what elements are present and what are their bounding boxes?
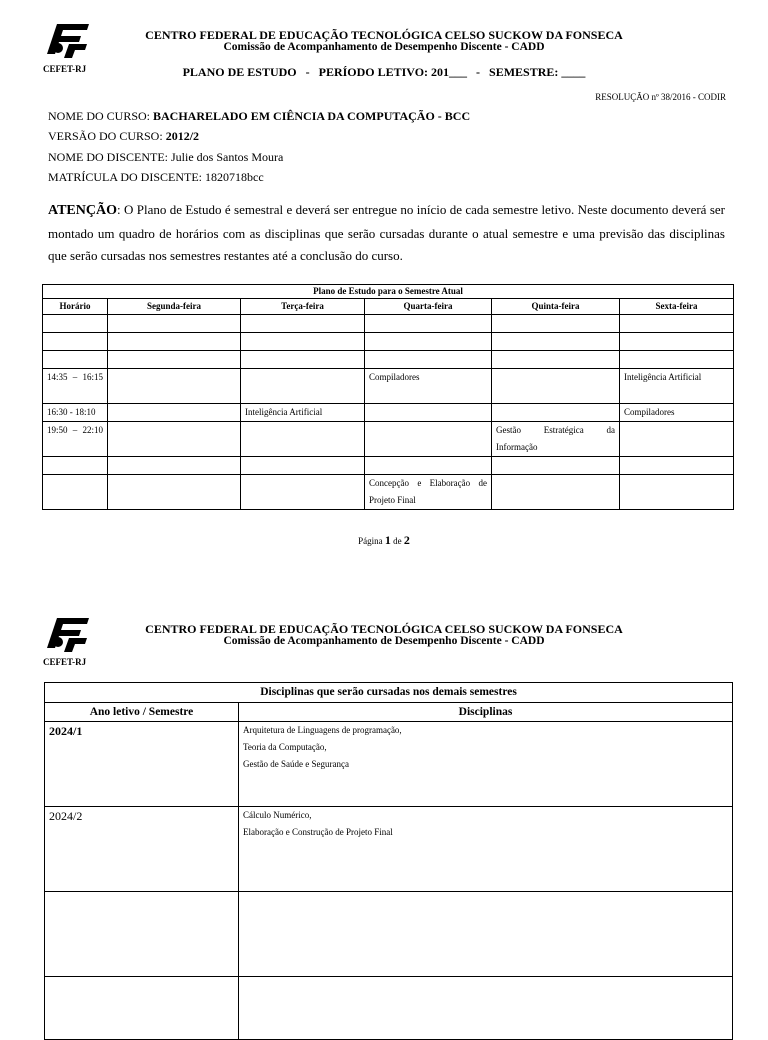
institution-title-page2: CENTRO FEDERAL DE EDUCAÇÃO TECNOLÓGICA CELSO SUCKOW DA FONSECA bbox=[145, 622, 623, 636]
future-disciplines bbox=[239, 977, 733, 1040]
schedule-cell-sexta bbox=[620, 351, 734, 369]
schedule-cell-sexta bbox=[620, 333, 734, 351]
discipline-item: Arquitetura de Linguagens de programação, bbox=[243, 725, 402, 735]
schedule-cell-segunda bbox=[108, 333, 241, 351]
header-horario: Horário bbox=[43, 299, 108, 315]
future-row bbox=[45, 722, 733, 807]
course-name bbox=[48, 109, 470, 124]
schedule-cell-quinta bbox=[492, 315, 620, 333]
schedule-cell-horario: 14:35 – 16:15 bbox=[43, 369, 108, 404]
course-value: BACHARELADO EM CIÊNCIA DA COMPUTAÇÃO - BCC bbox=[153, 109, 471, 123]
schedule-cell-horario: 16:30 - 18:10 bbox=[43, 404, 108, 422]
schedule-cell-terca: Inteligência Artificial bbox=[241, 404, 365, 422]
schedule-cell-sexta bbox=[620, 475, 734, 510]
header-quarta: Quarta-feira bbox=[365, 299, 492, 315]
schedule-cell-horario bbox=[43, 315, 108, 333]
schedule-cell-horario bbox=[43, 351, 108, 369]
schedule-cell-horario bbox=[43, 333, 108, 351]
enrollment-value: 1820718bcc bbox=[205, 170, 264, 184]
schedule-cell-sexta: Compiladores bbox=[620, 404, 734, 422]
schedule-cell-segunda bbox=[108, 404, 241, 422]
enrollment-label: MATRÍCULA DO DISCENTE: bbox=[48, 170, 206, 184]
schedule-cell-sexta bbox=[620, 422, 734, 457]
page-middle: de bbox=[390, 536, 404, 546]
schedule-cell-sexta bbox=[620, 315, 734, 333]
schedule-row bbox=[43, 315, 734, 333]
schedule-cell-quinta bbox=[492, 457, 620, 475]
future-period: 2024/2 bbox=[45, 807, 239, 892]
future-caption: Disciplinas que serão cursadas nos demais semestres bbox=[45, 683, 733, 703]
future-disciplines bbox=[239, 722, 733, 807]
schedule-cell-quarta bbox=[365, 333, 492, 351]
commission-title-page2: Comissão de Acompanhamento de Desempenho Discente - CADD bbox=[223, 635, 545, 647]
schedule-row bbox=[43, 404, 734, 422]
schedule-cell-quarta bbox=[365, 422, 492, 457]
discipline-item: Teoria da Computação, bbox=[243, 742, 327, 752]
schedule-cell-sexta bbox=[620, 457, 734, 475]
schedule-cell-quarta bbox=[365, 404, 492, 422]
schedule-cell-quarta bbox=[365, 351, 492, 369]
schedule-cell-horario bbox=[43, 457, 108, 475]
institution-title: CENTRO FEDERAL DE EDUCAÇÃO TECNOLÓGICA CELSO SUCKOW DA FONSECA bbox=[145, 28, 623, 42]
schedule-cell-terca bbox=[241, 475, 365, 510]
schedule-cell-terca bbox=[241, 369, 365, 404]
logo-label-page2: CEFET-RJ bbox=[43, 657, 87, 667]
commission-title: Comissão de Acompanhamento de Desempenho Discente - CADD bbox=[223, 41, 545, 53]
schedule-cell-quarta bbox=[365, 457, 492, 475]
schedule-cell-terca bbox=[241, 457, 365, 475]
header-terca: Terça-feira bbox=[241, 299, 365, 315]
schedule-cell-segunda bbox=[108, 351, 241, 369]
logo-label: CEFET-RJ bbox=[43, 64, 87, 74]
schedule-cell-horario bbox=[43, 475, 108, 510]
student-enrollment bbox=[48, 170, 264, 185]
schedule-cell-terca bbox=[241, 315, 365, 333]
course-version bbox=[48, 129, 199, 144]
schedule-cell-quinta bbox=[492, 369, 620, 404]
schedule-cell-quarta: Concepção e Elaboração de Projeto Final bbox=[365, 475, 492, 510]
header-segunda: Segunda-feira bbox=[108, 299, 241, 315]
schedule-cell-terca bbox=[241, 333, 365, 351]
schedule-cell-segunda bbox=[108, 369, 241, 404]
future-period: 2024/1 bbox=[45, 722, 239, 807]
future-disciplines bbox=[239, 892, 733, 977]
future-row bbox=[45, 807, 733, 892]
discipline-item: Gestão de Saúde e Segurança bbox=[243, 759, 349, 769]
schedule-cell-quarta: Compiladores bbox=[365, 369, 492, 404]
schedule-row bbox=[43, 457, 734, 475]
schedule-cell-quinta bbox=[492, 404, 620, 422]
notice-text: : O Plano de Estudo é semestral e deverá ser entregue no início de cada semestre letivo. Neste documento deverá ser montado um quadro de horários com as disciplinas que serão cursadas durante o atual semestre e uma previsão das disciplinas que serão cursadas nos semestres restantes até a conclusão do curso. bbox=[48, 202, 725, 263]
schedule-table bbox=[42, 284, 734, 510]
schedule-cell-segunda bbox=[108, 475, 241, 510]
header-disciplinas: Disciplinas bbox=[239, 703, 733, 722]
future-semesters-table bbox=[44, 682, 733, 1040]
resolution: RESOLUÇÃO nº 38/2016 - CODIR bbox=[595, 92, 726, 102]
schedule-cell-quarta bbox=[365, 315, 492, 333]
schedule-cell-terca bbox=[241, 351, 365, 369]
schedule-cell-terca bbox=[241, 422, 365, 457]
schedule-cell-quinta bbox=[492, 475, 620, 510]
schedule-row bbox=[43, 475, 734, 510]
header-sexta: Sexta-feira bbox=[620, 299, 734, 315]
schedule-row bbox=[43, 333, 734, 351]
discipline-item: Elaboração e Construção de Projeto Final bbox=[243, 827, 393, 837]
version-label: VERSÃO DO CURSO: bbox=[48, 129, 166, 143]
future-row bbox=[45, 977, 733, 1040]
notice-paragraph bbox=[48, 199, 725, 268]
schedule-cell-quinta bbox=[492, 351, 620, 369]
version-value: 2012/2 bbox=[165, 129, 200, 143]
notice-title: ATENÇÃO bbox=[48, 203, 117, 218]
future-period bbox=[45, 892, 239, 977]
header-quinta: Quinta-feira bbox=[492, 299, 620, 315]
schedule-cell-sexta: Inteligência Artificial bbox=[620, 369, 734, 404]
student-label: NOME DO DISCENTE: bbox=[48, 150, 171, 164]
schedule-cell-segunda bbox=[108, 315, 241, 333]
future-row bbox=[45, 892, 733, 977]
future-period bbox=[45, 977, 239, 1040]
future-disciplines bbox=[239, 807, 733, 892]
schedule-cell-quinta bbox=[492, 333, 620, 351]
schedule-cell-quinta: Gestão Estratégica da Informação bbox=[492, 422, 620, 457]
schedule-row bbox=[43, 422, 734, 457]
schedule-row bbox=[43, 369, 734, 404]
page-current: 1 bbox=[384, 533, 391, 547]
schedule-cell-segunda bbox=[108, 457, 241, 475]
page-number bbox=[0, 533, 768, 548]
plan-line: PLANO DE ESTUDO - PERÍODO LETIVO: 201___ - SEMESTRE: ____ bbox=[182, 65, 586, 79]
page-total: 2 bbox=[403, 533, 410, 547]
schedule-row bbox=[43, 351, 734, 369]
student-value: Julie dos Santos Moura bbox=[171, 150, 284, 164]
course-label: NOME DO CURSO: bbox=[48, 109, 154, 123]
page-prefix: Página bbox=[358, 536, 385, 546]
schedule-caption: Plano de Estudo para o Semestre Atual bbox=[43, 285, 734, 299]
schedule-cell-segunda bbox=[108, 422, 241, 457]
header-ano-semestre: Ano letivo / Semestre bbox=[45, 703, 239, 722]
schedule-cell-horario: 19:50 – 22:10 bbox=[43, 422, 108, 457]
student-name bbox=[48, 150, 283, 165]
discipline-item: Cálculo Numérico, bbox=[243, 810, 312, 820]
